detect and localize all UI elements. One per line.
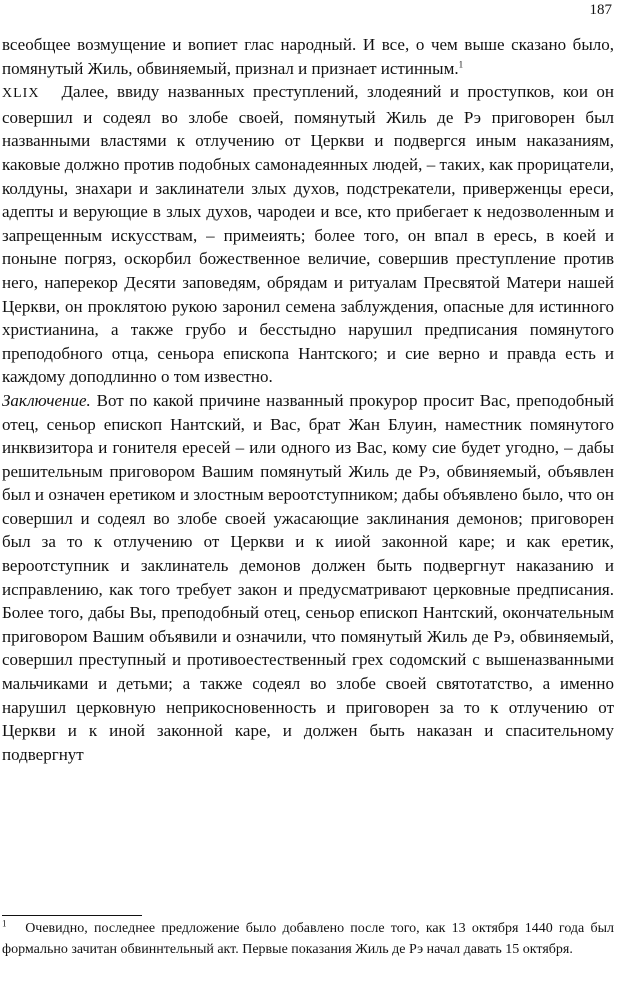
section-xlix-text: Далее, ввиду названных преступлений, злодеяний и проступков, кои он совершил и содеял во злобе своей, помянутый Жиль де Рэ приговорен был названными властями к отлучению от Церкви и подвергся иным наказаниям, каковые должно против подобных самонадеянных людей, – таких, как прорицатели, колдуны, знахари и заклинатели злых духов, подстрекатели, приверженцы ереси, адепты и верующие в злых духов, чародеи и все, кто прибегает к недозволенным и запрещенным искусствам, – примеиять; более того, он впал в ересь, в коей и поныне погряз, оскорбил божественное величие, совершив преступление против него, наперекор Десяти заповедям, обрядам и ритуалам Пресвятой Матери нашей Церкви, он проклятою рукою заронил семена заблуждения, опасные для истинного христианина, а также грубо и бесстыдно нарушил предписания помянутого преподобного отца, сеньора епископа Нантского; и сие верно и правда есть и каждому доподлинно о том известно. <box>2 82 614 387</box>
conclusion-text: Вот по какой причине названный прокурор просит Вас, преподобный отец, сеньор епископ Нантский, и Вас, брат Жан Блуин, наместник помянутого инквизитора и гонителя ересей – или одного из Вас, кому сие будет угодно, – дабы решительным приговором Вашим помянутый Жиль де Рэ, обвиняемый, объявлен был и означен еретиком и злостным вероотступником; дабы объявлено было, что он совершил и содеял во злобе своей ужасающие заклинания демонов; приговорен был за то к отлучению от Церкви и к ииой законной каре; и как еретик, вероотступник и заклинатель демонов должен быть подвергнут наказанию и исправлению, как того требует закон и предусматривают церковные предписания. Более того, дабы Вы, преподобный отец, сеньор епископ Нантский, окончательным приговором Вашим объявили и означили, что помянутый Жиль де Рэ, обвиняемый, совершил преступный и противоестественный грех содомский с вышеназванными мальчиками и детьми; а также содеял во злобе своей святотатство, а именно нарушил церковную неприкосновенность и приговорен за то к отлучению от Церкви и к иной законной каре, и должен быть наказан и спасительному подвергнут <box>2 390 614 764</box>
section-xlix-paragraph <box>2 80 614 389</box>
conclusion-paragraph <box>2 389 614 767</box>
intro-text: всеобщее возмущение и вопиет глас народный. И все, о чем выше сказано было, помянутый Жиль, обвиняемый, признал и признает истинным. <box>2 35 614 78</box>
intro-paragraph <box>2 33 614 80</box>
conclusion-lead: Заключение. <box>2 390 91 410</box>
main-text <box>2 33 614 766</box>
footnote-paragraph <box>2 918 614 960</box>
footnote-reference: 1 <box>458 58 464 69</box>
footnote-divider <box>2 915 142 916</box>
footnote-marker: 1 <box>2 918 7 929</box>
page-number: 187 <box>589 2 612 18</box>
footnote <box>2 918 614 960</box>
footnote-text: Очевидно, последнее предложение было добавлено после того, как 13 октября 1440 года был формально зачитан обвиннтельный акт. Первые показания Жиль де Рэ начал давать 15 октября. <box>2 921 614 957</box>
section-label: XLIX <box>2 86 40 102</box>
